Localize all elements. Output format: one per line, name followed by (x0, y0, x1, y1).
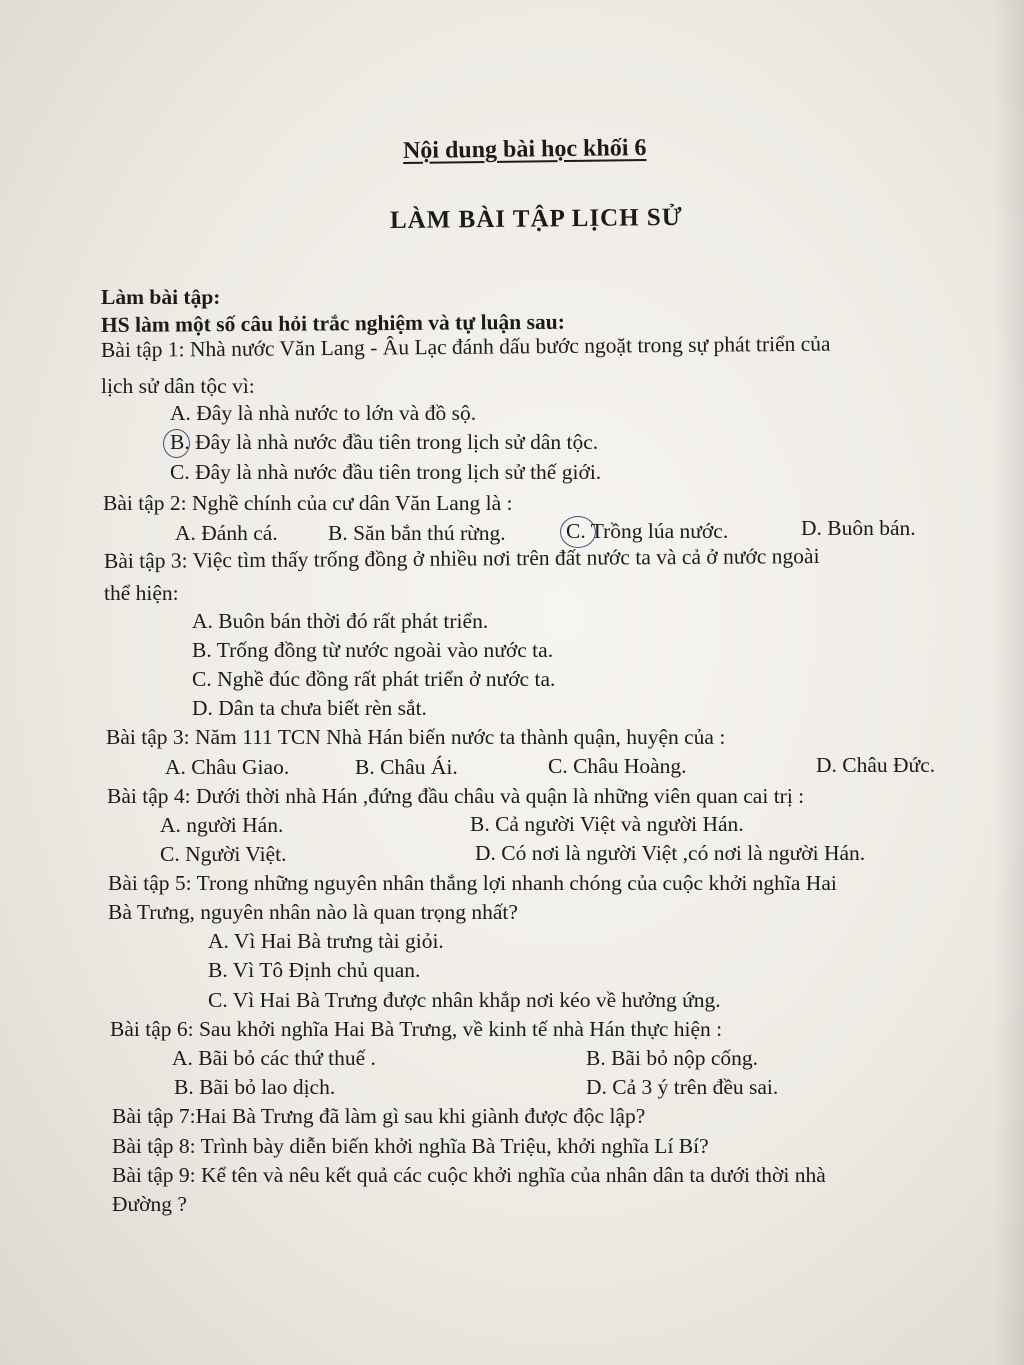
q9-line-2: Đường ? (112, 1192, 187, 1216)
q9-line-1: Bài tập 9: Kể tên và nêu kết quả các cuộc khởi nghĩa của nhân dân ta dưới thời nhà (112, 1163, 826, 1187)
q7-line-1: Bài tập 7:Hai Bà Trưng đã làm gì sau khi giành được độc lập? (112, 1104, 646, 1128)
q1-option-c: C. Đây là nhà nước đầu tiên trong lịch sử thế giới. (170, 460, 602, 484)
document-subtitle: LÀM BÀI TẬP LỊCH SỬ (389, 203, 683, 234)
q2-option-a: A. Đánh cá. (175, 521, 278, 545)
q6-line-1: Bài tập 6: Sau khởi nghĩa Hai Bà Trưng, về kinh tế nhà Hán thực hiện : (110, 1017, 723, 1041)
q3b-option-c: C. Châu Hoàng. (548, 754, 687, 778)
q4-option-d: D. Có nơi là người Việt ,có nơi là người Hán. (475, 841, 866, 865)
q3-option-a: A. Buôn bán thời đó rất phát triển. (192, 609, 489, 633)
q1-option-a: A. Đây là nhà nước to lớn và đồ sộ. (170, 401, 477, 425)
q2-option-b: B. Săn bắn thú rừng. (328, 521, 506, 545)
intro-line-1: Làm bài tập: (101, 285, 221, 309)
q2-answer-circle (560, 516, 596, 548)
document-title: Nội dung bài học khối 6 (402, 135, 647, 164)
q4-line-1: Bài tập 4: Dưới thời nhà Hán ,đứng đầu châu và quận là những viên quan cai trị : (107, 784, 805, 808)
q5-line-2: Bà Trưng, nguyên nhân nào là quan trọng nhất? (108, 900, 518, 924)
q3b-line-1: Bài tập 3: Năm 111 TCN Nhà Hán biến nước ta thành quận, huyện của : (106, 725, 726, 749)
q3-line-1: Bài tập 3: Việc tìm thấy trống đồng ở nhiều nơi trên đất nước ta và cả ở nước ngoài (103, 544, 820, 573)
q1-answer-circle (163, 429, 190, 458)
q5-option-a: A. Vì Hai Bà trưng tài giỏi. (208, 929, 444, 953)
q3-option-d: D. Dân ta chưa biết rèn sắt. (192, 696, 427, 720)
q5-line-1: Bài tập 5: Trong những nguyên nhân thắng lợi nhanh chóng của cuộc khởi nghĩa Hai (108, 871, 837, 895)
q3-option-c: C. Nghề đúc đồng rất phát triển ở nước ta. (192, 667, 556, 691)
q5-option-c: C. Vì Hai Bà Trưng được nhân khắp nơi kéo về hưởng ứng. (208, 988, 721, 1012)
q2-option-c: C. Trồng lúa nước. (566, 519, 729, 543)
q6-option-d: D. Cả 3 ý trên đều sai. (586, 1075, 779, 1099)
q6-option-a: A. Bãi bỏ các thứ thuế . (172, 1046, 376, 1070)
intro-line-2: HS làm một số câu hỏi trắc nghiệm và tự luận sau: (100, 309, 565, 337)
q3-line-2: thể hiện: (104, 581, 179, 605)
q1-line-2: lịch sử dân tộc vì: (101, 374, 255, 398)
q2-option-d: D. Buôn bán. (801, 516, 916, 540)
q6-option-b: B. Bãi bỏ nộp cống. (586, 1046, 758, 1070)
q8-line-1: Bài tập 8: Trình bày diễn biến khởi nghĩa Bà Triệu, khởi nghĩa Lí Bí? (112, 1134, 709, 1158)
q3b-option-b: B. Châu Ái. (355, 755, 458, 779)
q3b-option-d: D. Châu Đức. (816, 753, 936, 777)
q3-option-b: B. Trống đồng từ nước ngoài vào nước ta. (192, 638, 554, 662)
q4-option-b: B. Cả người Việt và người Hán. (470, 812, 744, 836)
q1-option-b: B. Đây là nhà nước đầu tiên trong lịch sử dân tộc. (170, 430, 599, 454)
q1-line-1: Bài tập 1: Nhà nước Văn Lang - Âu Lạc đánh dấu bước ngoặt trong sự phát triển của (100, 331, 831, 362)
q4-option-a: A. người Hán. (160, 813, 284, 837)
q6-option-c: B. Bãi bỏ lao dịch. (174, 1075, 336, 1099)
q4-option-c: C. Người Việt. (160, 842, 287, 866)
q3b-option-a: A. Châu Giao. (165, 755, 290, 779)
q5-option-b: B. Vì Tô Định chủ quan. (208, 958, 421, 982)
q2-line-1: Bài tập 2: Nghề chính của cư dân Văn Lang là : (103, 491, 513, 515)
